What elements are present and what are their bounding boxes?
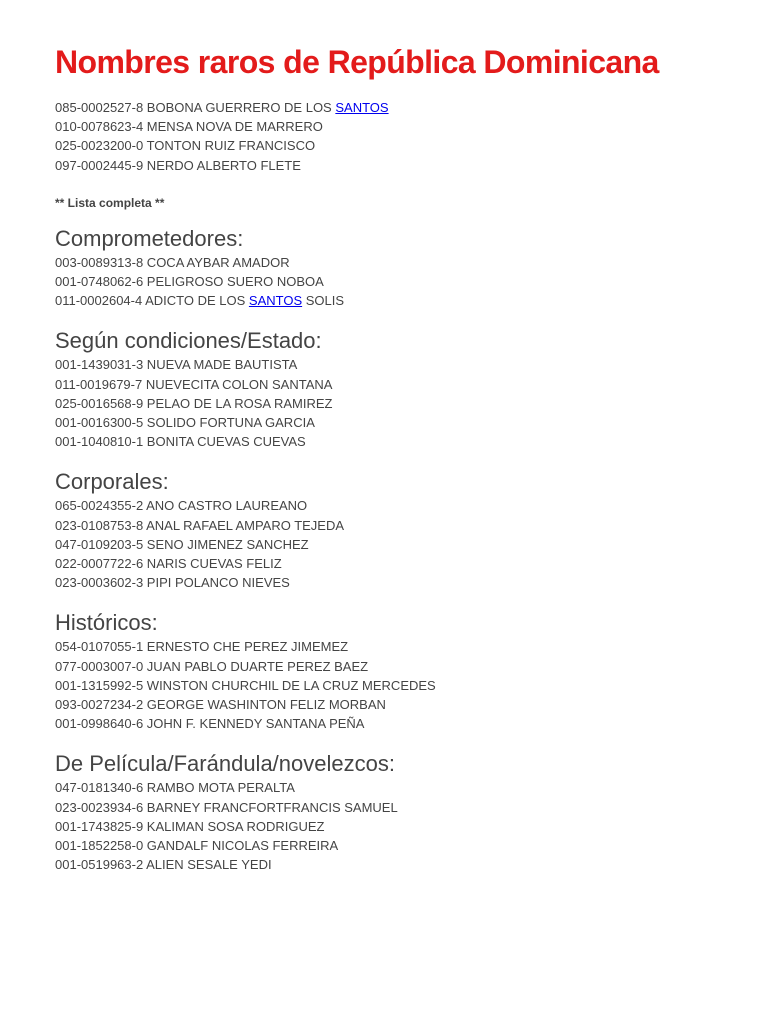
section-condiciones-estado <box>55 327 713 451</box>
list-entry: 054-0107055-1 ERNESTO CHE PEREZ JIMEMEZ <box>55 639 349 655</box>
section-heading: Corporales: <box>55 469 169 495</box>
list-entry: 023-0003602-3 PIPI POLANCO NIEVES <box>55 575 290 591</box>
section-historicos <box>55 609 713 733</box>
entry-text: 085-0002527-8 BOBONA GUERRERO DE LOS <box>55 100 336 115</box>
list-entry: 077-0003007-0 JUAN PABLO DUARTE PEREZ BAEZ <box>55 658 369 674</box>
list-entry: 093-0027234-2 GEORGE WASHINTON FELIZ MORBAN <box>55 697 386 713</box>
list-entry: 001-1852258-0 GANDALF NICOLAS FERREIRA <box>55 838 339 854</box>
santos-link[interactable]: SANTOS <box>248 293 303 309</box>
section-heading: Históricos: <box>55 610 158 636</box>
list-entry: 001-0998640-6 JOHN F. KENNEDY SANTANA PEÑA <box>55 716 365 732</box>
list-entry: 011-0019679-7 NUEVECITA COLON SANTANA <box>55 376 333 392</box>
intro-entry <box>55 98 713 117</box>
list-entry: 065-0024355-2 ANO CASTRO LAUREANO <box>55 498 308 514</box>
list-entry: 001-1439031-3 NUEVA MADE BAUTISTA <box>55 357 298 373</box>
list-entry: 025-0016568-9 PELAO DE LA ROSA RAMIREZ <box>55 395 333 411</box>
section-comprometedores <box>55 225 713 311</box>
intro-entry: 010-0078623-4 MENSA NOVA DE MARRERO <box>55 119 323 135</box>
list-entry: 022-0007722-6 NARIS CUEVAS FELIZ <box>55 556 282 572</box>
list-entry <box>55 291 713 310</box>
list-entry: 001-1315992-5 WINSTON CHURCHIL DE LA CRUZ MERCEDES <box>55 677 436 693</box>
list-entry: 001-1743825-9 KALIMAN SOSA RODRIGUEZ <box>55 818 325 834</box>
section-heading: Según condiciones/Estado: <box>55 328 322 354</box>
intro-entry: 097-0002445-9 NERDO ALBERTO FLETE <box>55 157 301 173</box>
entry-text-suffix: SOLIS <box>302 293 345 309</box>
full-list-note: ** Lista completa ** <box>55 195 165 210</box>
section-heading: De Película/Farándula/novelezcos: <box>55 751 395 777</box>
list-entry: 001-1040810-1 BONITA CUEVAS CUEVAS <box>55 434 306 450</box>
list-entry: 003-0089313-8 COCA AYBAR AMADOR <box>55 254 290 270</box>
section-corporales <box>55 468 713 592</box>
list-entry: 047-0109203-5 SENO JIMENEZ SANCHEZ <box>55 536 309 552</box>
intro-list <box>55 98 713 175</box>
list-entry: 001-0519963-2 ALIEN SESALE YEDI <box>55 857 272 873</box>
list-entry: 047-0181340-6 RAMBO MOTA PERALTA <box>55 780 295 796</box>
section-heading: Comprometedores: <box>55 225 244 251</box>
page-title: Nombres raros de República Dominicana <box>55 44 659 80</box>
santos-link[interactable]: SANTOS <box>335 100 389 115</box>
section-pelicula-farandula <box>55 750 713 874</box>
entry-text: 011-0002604-4 ADICTO DE LOS <box>55 293 249 309</box>
list-entry: 001-0016300-5 SOLIDO FORTUNA GARCIA <box>55 415 315 431</box>
list-entry: 001-0748062-6 PELIGROSO SUERO NOBOA <box>55 274 324 290</box>
list-entry: 023-0108753-8 ANAL RAFAEL AMPARO TEJEDA <box>55 517 345 533</box>
list-entry: 023-0023934-6 BARNEY FRANCFORTFRANCIS SAMUEL <box>55 799 398 815</box>
intro-entry: 025-0023200-0 TONTON RUIZ FRANCISCO <box>55 138 316 154</box>
